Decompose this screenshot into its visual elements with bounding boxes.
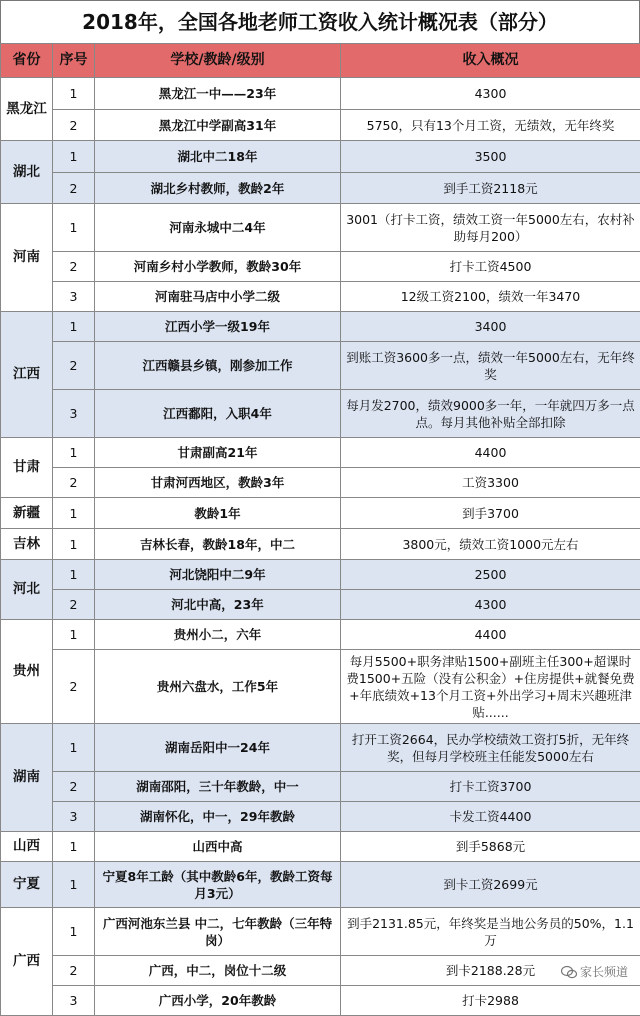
table-row: [1, 204, 640, 252]
row-number-cell: 1: [53, 498, 95, 529]
table-row: [1, 110, 640, 141]
school-cell: 甘肃副高21年: [95, 438, 341, 468]
school-cell: 山西中高: [95, 832, 341, 862]
province-cell: 山西: [1, 832, 53, 862]
table-row: [1, 312, 640, 342]
table-row: [1, 802, 640, 832]
table-row: [1, 560, 640, 590]
school-cell: 河南乡村小学教师，教龄30年: [95, 252, 341, 282]
school-cell: 湖南邵阳，三十年教龄，中一: [95, 772, 341, 802]
watermark: [559, 963, 630, 980]
row-number-cell: 3: [53, 390, 95, 438]
table-row: [1, 438, 640, 468]
header-income: 收入概况: [341, 44, 640, 78]
income-cell: 到卡2188.28元: [341, 956, 640, 986]
school-cell: 黑龙江一中——23年: [95, 78, 341, 110]
row-number-cell: 1: [53, 560, 95, 590]
province-cell: 湖北: [1, 141, 53, 204]
table-row: [1, 78, 640, 110]
income-cell: 打卡工资3700: [341, 772, 640, 802]
table-row: [1, 832, 640, 862]
row-number-cell: 1: [53, 908, 95, 956]
school-cell: 江西鄱阳，入职4年: [95, 390, 341, 438]
row-number-cell: 3: [53, 282, 95, 312]
school-cell: 江西小学一级19年: [95, 312, 341, 342]
school-cell: 河南永城中二4年: [95, 204, 341, 252]
province-cell: 贵州: [1, 620, 53, 724]
table-row: [1, 173, 640, 204]
school-cell: 甘肃河西地区，教龄3年: [95, 468, 341, 498]
table-row: [1, 590, 640, 620]
province-cell: 河北: [1, 560, 53, 620]
province-cell: 湖南: [1, 724, 53, 832]
row-number-cell: 1: [53, 78, 95, 110]
income-cell: 到手3700: [341, 498, 640, 529]
income-cell: 12级工资2100，绩效一年3470: [341, 282, 640, 312]
school-cell: 教龄1年: [95, 498, 341, 529]
school-cell: 吉林长春，教龄18年，中二: [95, 529, 341, 560]
row-number-cell: 1: [53, 529, 95, 560]
watermark-text: 家长频道: [580, 963, 628, 980]
table-header-row: [1, 44, 640, 78]
row-number-cell: 2: [53, 590, 95, 620]
row-number-cell: 1: [53, 724, 95, 772]
income-cell: 4300: [341, 590, 640, 620]
table-row: [1, 862, 640, 908]
row-number-cell: 3: [53, 802, 95, 832]
row-number-cell: 1: [53, 832, 95, 862]
income-cell: 每月5500+职务津贴1500+副班主任300+超课时费1500+五险（没有公积金）+住房提供+就餐免费+年底绩效+13个月工资+外出学习+周末兴趣班津贴......: [341, 650, 640, 724]
row-number-cell: 1: [53, 312, 95, 342]
income-cell: 打卡工资4500: [341, 252, 640, 282]
income-cell: 打卡2988: [341, 986, 640, 1016]
income-cell: 3400: [341, 312, 640, 342]
row-number-cell: 2: [53, 342, 95, 390]
province-cell: 吉林: [1, 529, 53, 560]
income-cell: 4400: [341, 620, 640, 650]
header-number: 序号: [53, 44, 95, 78]
row-number-cell: 2: [53, 956, 95, 986]
income-cell: 3500: [341, 141, 640, 173]
province-cell: 新疆: [1, 498, 53, 529]
row-number-cell: 1: [53, 862, 95, 908]
province-cell: 甘肃: [1, 438, 53, 498]
table-row: [1, 620, 640, 650]
province-cell: 宁夏: [1, 862, 53, 908]
school-cell: 贵州小二，六年: [95, 620, 341, 650]
table-row: [1, 390, 640, 438]
table-row: [1, 529, 640, 560]
income-cell: 到手2131.85元，年终奖是当地公务员的50%，1.1万: [341, 908, 640, 956]
table-row: [1, 986, 640, 1016]
school-cell: 广西小学，20年教龄: [95, 986, 341, 1016]
income-cell: 工资3300: [341, 468, 640, 498]
row-number-cell: 2: [53, 252, 95, 282]
school-cell: 河北中高，23年: [95, 590, 341, 620]
school-cell: 湖南岳阳中一24年: [95, 724, 341, 772]
school-cell: 江西赣县乡镇，刚参加工作: [95, 342, 341, 390]
province-cell: 黑龙江: [1, 78, 53, 141]
table-row: [1, 724, 640, 772]
table-row: [1, 772, 640, 802]
row-number-cell: 2: [53, 173, 95, 204]
row-number-cell: 2: [53, 772, 95, 802]
row-number-cell: 2: [53, 110, 95, 141]
school-cell: 广西，中二，岗位十二级: [95, 956, 341, 986]
income-cell: 到手工资2118元: [341, 173, 640, 204]
table-row: [1, 252, 640, 282]
school-cell: 广西河池东兰县 中二，七年教龄（三年特岗）: [95, 908, 341, 956]
table-row: [1, 908, 640, 956]
income-cell: 5750，只有13个月工资，无绩效，无年终奖: [341, 110, 640, 141]
row-number-cell: 1: [53, 620, 95, 650]
income-cell: 打开工资2664，民办学校绩效工资打5折，无年终奖，但每月学校班主任能发5000左右: [341, 724, 640, 772]
income-cell: 到卡工资2699元: [341, 862, 640, 908]
income-cell: 2500: [341, 560, 640, 590]
row-number-cell: 1: [53, 204, 95, 252]
province-cell: 江西: [1, 312, 53, 438]
page-title: 2018年，全国各地老师工资收入统计概况表（部分）: [0, 0, 640, 43]
province-cell: 广西: [1, 908, 53, 1016]
chat-bubble-icon: [561, 964, 577, 980]
row-number-cell: 1: [53, 438, 95, 468]
table-row: [1, 498, 640, 529]
income-cell: 3001（打卡工资，绩效工资一年5000左右，农村补助每月200）: [341, 204, 640, 252]
school-cell: 河北饶阳中二9年: [95, 560, 341, 590]
table-row: [1, 468, 640, 498]
school-cell: 宁夏8年工龄（其中教龄6年，教龄工资每月3元）: [95, 862, 341, 908]
header-province: 省份: [1, 44, 53, 78]
school-cell: 湖北乡村教师，教龄2年: [95, 173, 341, 204]
income-cell: 3800元，绩效工资1000元左右: [341, 529, 640, 560]
table-body: [1, 78, 640, 1016]
table-row: [1, 650, 640, 724]
income-cell: 到账工资3600多一点，绩效一年5000左右，无年终奖: [341, 342, 640, 390]
school-cell: 贵州六盘水，工作5年: [95, 650, 341, 724]
school-cell: 湖南怀化，中一，29年教龄: [95, 802, 341, 832]
header-school: 学校/教龄/级别: [95, 44, 341, 78]
row-number-cell: 1: [53, 141, 95, 173]
salary-table: [0, 43, 640, 1016]
table-row: [1, 282, 640, 312]
income-cell: 每月发2700，绩效9000多一年，一年就四万多一点点。每月其他补贴全部扣除: [341, 390, 640, 438]
province-cell: 河南: [1, 204, 53, 312]
school-cell: 黑龙江中学副高31年: [95, 110, 341, 141]
income-cell: 卡发工资4400: [341, 802, 640, 832]
school-cell: 河南驻马店中小学二级: [95, 282, 341, 312]
income-cell: 到手5868元: [341, 832, 640, 862]
table-row: [1, 342, 640, 390]
school-cell: 湖北中二18年: [95, 141, 341, 173]
table-row: [1, 141, 640, 173]
income-cell: 4300: [341, 78, 640, 110]
income-cell: 4400: [341, 438, 640, 468]
row-number-cell: 2: [53, 468, 95, 498]
row-number-cell: 3: [53, 986, 95, 1016]
table-row: [1, 956, 640, 986]
row-number-cell: 2: [53, 650, 95, 724]
